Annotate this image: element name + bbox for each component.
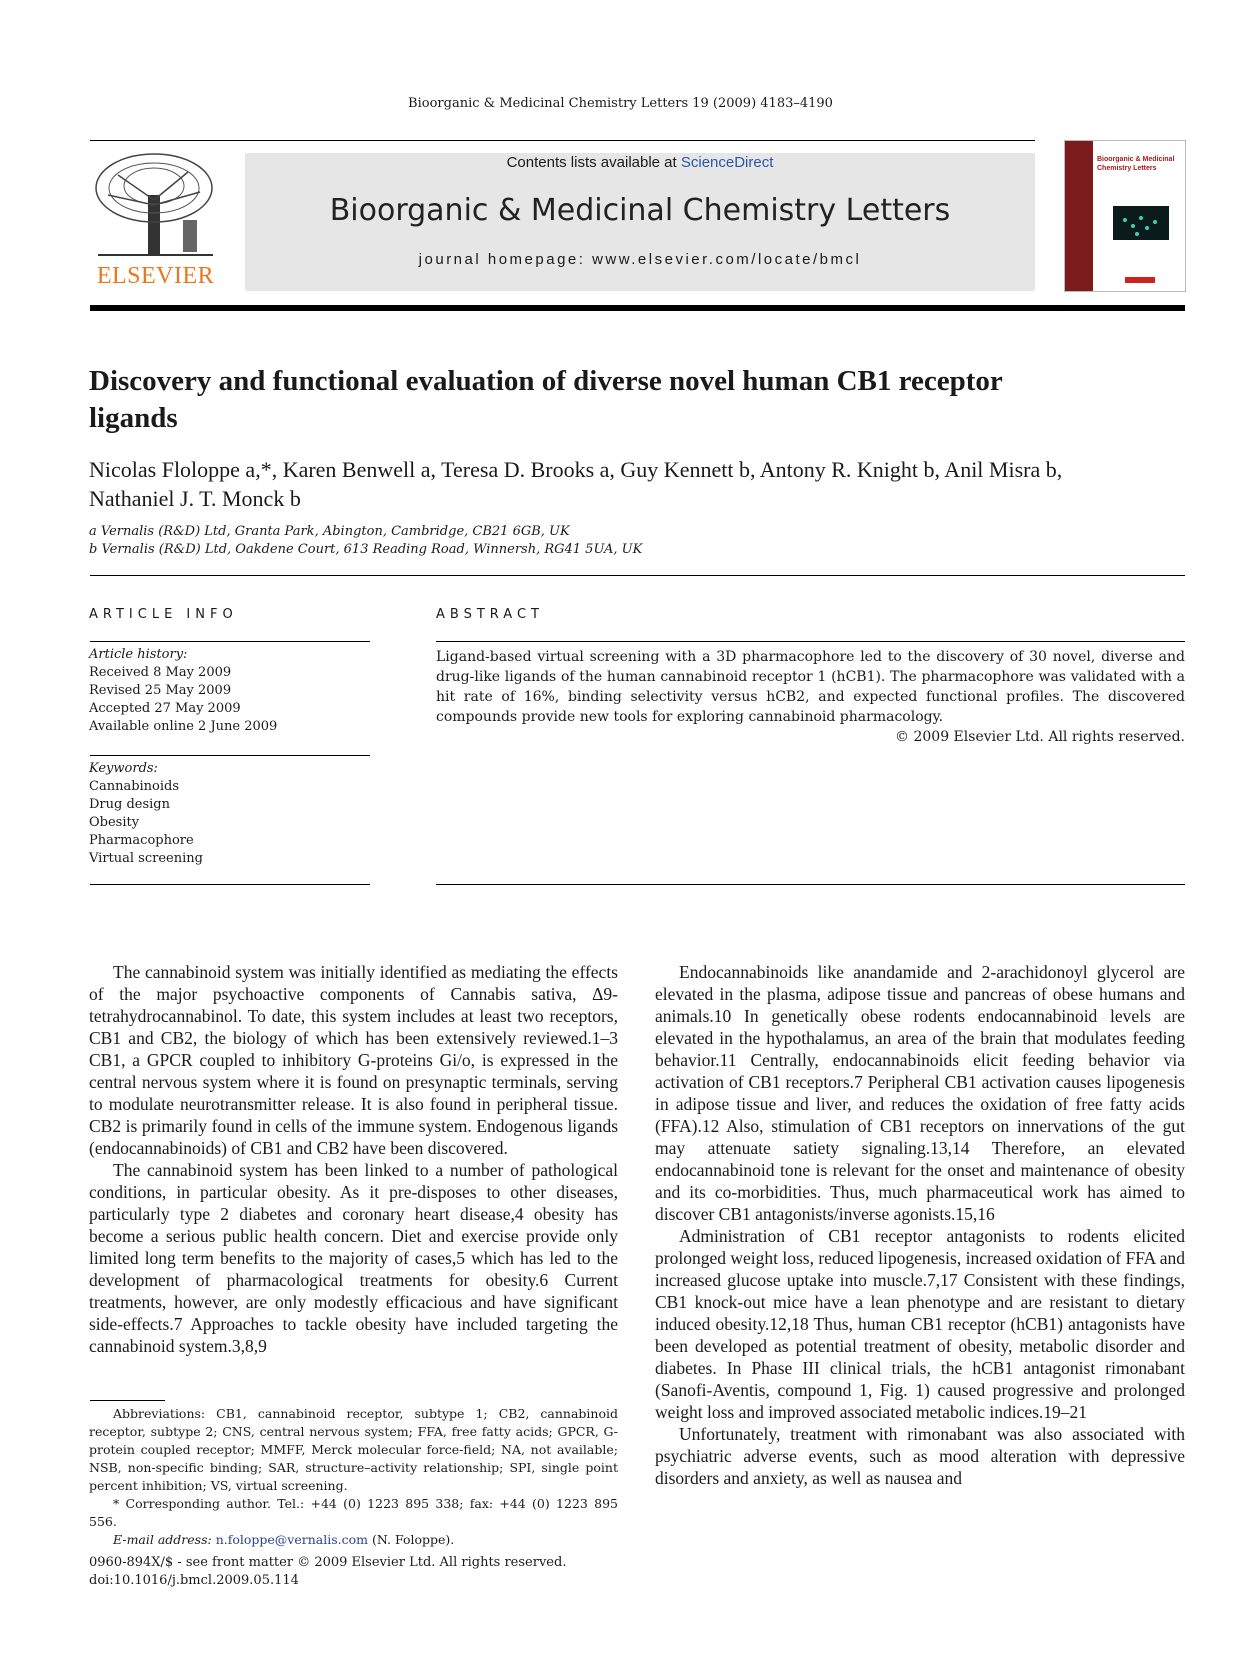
abbreviations-footnote: Abbreviations: CB1, cannabinoid receptor, subtype 1; CB2, cannabinoid receptor, subtype 2; CNS, central nervous system; FFA, free fatty acids; GPCR, G-protein coupled receptor; MMFF, Merck molecular force-field; NA, not available; NSB, non-specific binding; SAR, structure–activity relationship; SPI, single point percent inhibition; VS, virtual screening. <box>89 1406 618 1493</box>
email-footnote <box>89 1531 618 1549</box>
contents-line <box>245 154 1035 171</box>
email-link[interactable]: n.foloppe@vernalis.com <box>215 1532 369 1547</box>
history-label: Article history: <box>89 647 188 662</box>
body-paragraph: The cannabinoid system was initially identified as mediating the effects of the major psychoactive components of Cannabis sativa, Δ9-tetrahydrocannabinol. To date, this system includes at least two receptors, CB1 and CB2, the biology of which has been extensively reviewed.1–3 CB1, a GPCR coupled to inhibitory G-proteins Gi/o, is expressed in the central nervous system where it is found on presynaptic terminals, serving to modulate neurotransmitter release. It is also found in peripheral tissue. CB2 is primarily found in cells of the immune system. Endogenous ligands (endocannabinoids) of CB1 and CB2 have been discovered. <box>89 962 618 1158</box>
footnote-rule <box>90 1400 165 1401</box>
abstract-rule <box>436 641 1185 642</box>
contents-prefix: Contents lists available at <box>506 154 681 171</box>
cover-spine <box>1065 141 1093 291</box>
keyword-item: Virtual screening <box>89 851 203 866</box>
journal-banner <box>245 153 1035 291</box>
keyword-item: Cannabinoids <box>89 779 180 794</box>
body-paragraph: The cannabinoid system has been linked to a number of pathological conditions, in particular obesity. As it pre-disposes to other diseases, particularly type 2 diabetes and coronary heart disease,4 obesity has become a serious public health concern. Diet and exercise provide only limited long term benefits to the majority of cases,5 which has led to the development of pharmacological treatments for obesity.6 Current treatments, however, are only modestly efficacious and have significant side-effects.7 Approaches to tackle obesity have included targeting the cannabinoid system.3,8,9 <box>89 1160 618 1356</box>
issn-line: 0960-894X/$ - see front matter © 2009 Elsevier Ltd. All rights reserved. <box>89 1555 567 1570</box>
abstract-copyright: © 2009 Elsevier Ltd. All rights reserved. <box>895 729 1185 745</box>
journal-title: Bioorganic & Medicinal Chemistry Letters <box>329 193 951 228</box>
journal-cover-thumbnail <box>1064 140 1186 292</box>
body-column-left <box>89 961 618 1357</box>
elsevier-tree-icon <box>88 150 223 260</box>
keyword-item: Pharmacophore <box>89 833 194 848</box>
keywords <box>89 760 203 868</box>
page-footer <box>89 1554 566 1590</box>
doi-line[interactable]: doi:10.1016/j.bmcl.2009.05.114 <box>89 1573 299 1588</box>
body-paragraph: Administration of CB1 receptor antagonists to rodents elicited prolonged weight loss, reduced lipogenesis, increased oxidation of FFA and increased glucose uptake into muscle.7,17 Consistent with these findings, CB1 knock-out mice have a lean phenotype and are resistant to dietary induced obesity.12,18 Thus, human CB1 receptor (hCB1) antagonists have been developed as potential treatment of obesity, metabolic disorder and diabetes. In Phase III clinical trials, the hCB1 antagonist rimonabant (Sanofi-Aventis, compound 1, Fig. 1) caused progressive and prolonged weight loss and improved associated metabolic indices.19–21 <box>655 1226 1185 1422</box>
journal-homepage-link[interactable]: journal homepage: www.elsevier.com/locate/bmcl <box>418 251 862 268</box>
cover-molecule-image <box>1113 206 1169 240</box>
footnotes <box>89 1405 618 1549</box>
sciencedirect-link[interactable]: ScienceDirect <box>680 154 774 171</box>
keyword-item: Drug design <box>89 797 171 812</box>
header-thick-rule <box>90 305 1185 311</box>
history-received: Received 8 May 2009 <box>89 665 232 680</box>
affiliations <box>89 523 642 559</box>
abstract <box>436 647 1185 747</box>
history-revised: Revised 25 May 2009 <box>89 683 232 698</box>
corresponding-author-footnote: * Corresponding author. Tel.: +44 (0) 1223 895 338; fax: +44 (0) 1223 895 556. <box>89 1496 618 1529</box>
section-rule <box>90 575 1185 576</box>
elsevier-wordmark: ELSEVIER <box>96 263 215 289</box>
history-accepted: Accepted 27 May 2009 <box>89 701 241 716</box>
article-title: Discovery and functional evaluation of diverse novel human CB1 receptor ligands <box>89 365 1003 434</box>
abstract-rule <box>436 884 1185 885</box>
cover-publisher-logo <box>1125 277 1155 283</box>
affiliation-a: a Vernalis (R&D) Ltd, Granta Park, Abington, Cambridge, CB21 6GB, UK <box>89 524 570 539</box>
article-history <box>89 646 277 736</box>
author-list: Nicolas Floloppe a,*, Karen Benwell a, Teresa D. Brooks a, Guy Kennett b, Antony R. Knight b, Anil Misra b, Nathaniel J. T. Monck b <box>89 457 1063 511</box>
abstract-heading: ABSTRACT <box>436 607 544 622</box>
elsevier-logo <box>88 150 223 290</box>
abstract-text: Ligand-based virtual screening with a 3D pharmacophore led to the discovery of 30 novel, diverse and drug-like ligands of the human cannabinoid receptor 1 (hCB1). The pharmacophore was validated with a hit rate of 16%, binding selectivity versus hCB2, and expected functional profiles. The discovered compounds provide new tools for exploring cannabinoid pharmacology. <box>436 649 1185 725</box>
body-paragraph: Unfortunately, treatment with rimonabant was also associated with psychiatric adverse events, such as mood alteration with depressive disorders and anxiety, as well as nausea and <box>655 1424 1185 1488</box>
article-info-heading: ARTICLE INFO <box>89 607 238 622</box>
email-label: E-mail address: <box>113 1532 216 1547</box>
journal-citation: Bioorganic & Medicinal Chemistry Letters 19 (2009) 4183–4190 <box>408 96 833 111</box>
body-column-right <box>655 961 1185 1489</box>
header-rule <box>90 140 1035 141</box>
history-online: Available online 2 June 2009 <box>89 719 278 734</box>
article-info-rule <box>90 755 370 756</box>
affiliation-b: b Vernalis (R&D) Ltd, Oakdene Court, 613 Reading Road, Winnersh, RG41 5UA, UK <box>89 542 643 557</box>
cover-title: Bioorganic & Medicinal Chemistry Letters <box>1097 156 1175 172</box>
keywords-label: Keywords: <box>89 761 158 776</box>
body-paragraph: Endocannabinoids like anandamide and 2-arachidonoyl glycerol are elevated in the plasma, adipose tissue and pancreas of obese humans and animals.10 In genetically obese rodents endocannabinoid levels are elevated in the hypothalamus, an area of the brain that modulates feeding behavior.11 Centrally, endocannabinoids elicit feeding behavior via activation of CB1 receptors.7 Peripheral CB1 activation causes lipogenesis in adipose tissue and liver, and reduces the oxidation of free fatty acids (FFA).12 Also, stimulation of CB1 receptors on innervations of the gut may attenuate satiety signaling.13,14 Therefore, an elevated endocannabinoid tone is relevant for the onset and maintenance of obesity and its co-morbidities. Thus, much pharmaceutical work has aimed to discover CB1 antagonists/inverse agonists.15,16 <box>655 962 1185 1224</box>
article-info-rule <box>90 641 370 642</box>
email-suffix: (N. Foloppe). <box>368 1532 455 1547</box>
keyword-item: Obesity <box>89 815 140 830</box>
article-info-rule <box>90 884 370 885</box>
